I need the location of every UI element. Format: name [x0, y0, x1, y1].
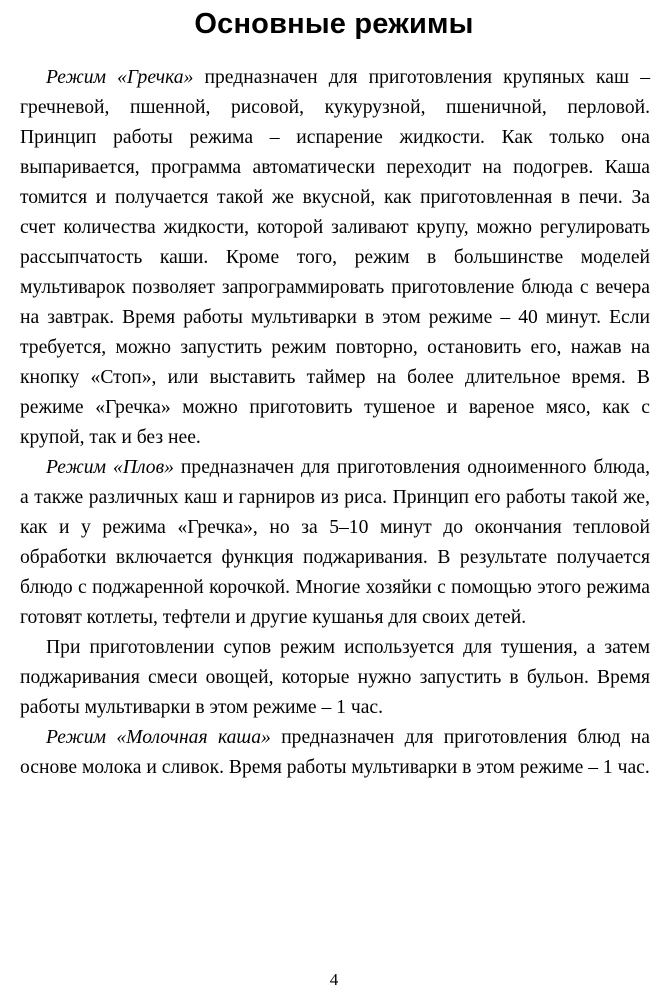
- page-number: 4: [329, 970, 339, 989]
- mode-name-plov: Режим «Плов»: [46, 457, 174, 478]
- paragraph-soups: [20, 633, 650, 723]
- mode-name-grechka: Режим «Гречка»: [46, 67, 194, 88]
- paragraph-plov: [20, 453, 650, 633]
- paragraph-text-plov: предназначен для приготовления одноименного блюда, а также различных каш и гарниров из риса. Принцип его работы такой же, как и у режима «Гречка», но за 5–10 минут до окончания тепловой обработки включается функция поджаривания. В результате получается блюдо с поджаренной корочкой. Многие хозяйки с помощью этого режима готовят котлеты, тефтели и другие кушанья для своих детей.: [20, 457, 650, 628]
- body-text: [20, 63, 650, 783]
- paragraph-text-milk-porridge: предназначен для приготовления блюд на основе молока и сливок. Время работы мультиварки в этом режиме – 1 час.: [20, 727, 650, 778]
- paragraph-milk-porridge: [20, 723, 650, 783]
- page-title: Основные режимы: [194, 8, 474, 40]
- paragraph-text-soups: При приготовлении супов режим используется для тушения, а затем поджаривания смеси овощей, которые нужно запустить в бульон. Время работы мультиварки в этом режиме – 1 час.: [20, 637, 650, 718]
- paragraph-text-grechka: предназначен для приготовления крупяных каш – гречневой, пшенной, рисовой, кукурузной, пшеничной, перловой. Принцип работы режима – испарение жидкости. Как только она выпаривается, программа автоматически переходит на подогрев. Каша томится и получается такой же вкусной, как приготовленная в печи. За счет количества жидкости, которой заливают крупу, можно регулировать рассыпчатость каши. Кроме того, режим в большинстве моделей мультиварок позволяет запрограммировать приготовление блюда с вечера на завтрак. Время работы мультиварки в этом режиме – 40 минут. Если требуется, можно запустить режим повторно, остановить его, нажав на кнопку «Стоп», или выставить таймер на более длительное время. В режиме «Гречка» можно приготовить тушеное и вареное мясо, как с крупой, так и без нее.: [20, 67, 650, 448]
- paragraph-grechka: [20, 63, 650, 453]
- mode-name-milk-porridge: Режим «Молочная каша»: [46, 727, 271, 748]
